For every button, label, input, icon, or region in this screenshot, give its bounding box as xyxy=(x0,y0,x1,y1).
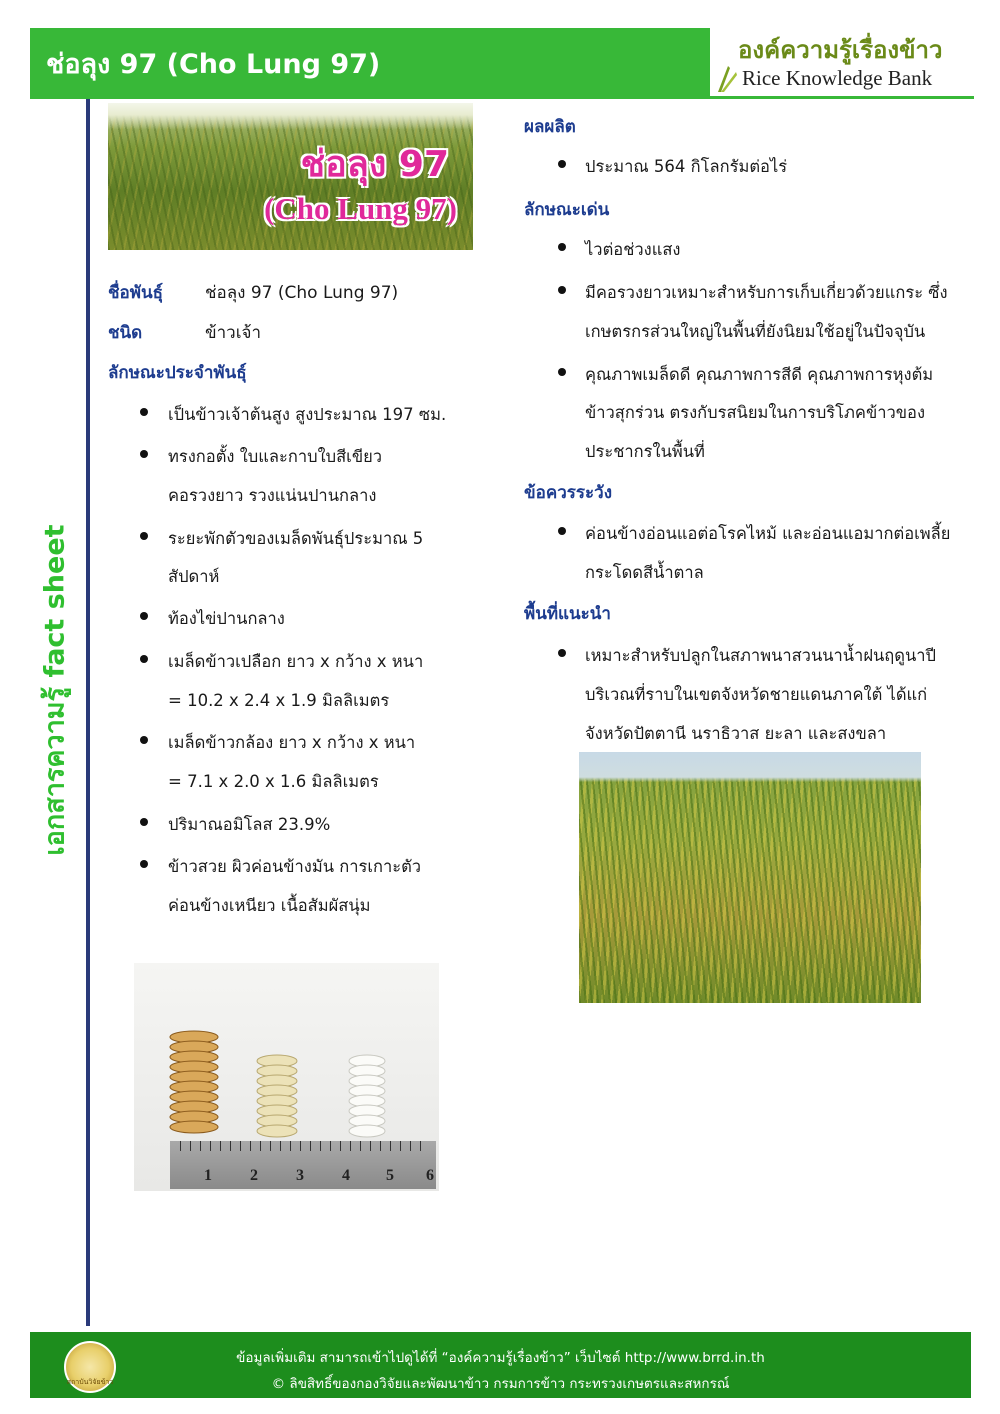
characteristics-heading: ลักษณะประจำพันธุ์ xyxy=(108,363,247,383)
header-divider xyxy=(30,96,974,99)
highlight-text: มีคอรวงยาวเหมาะสำหรับการเก็บเกี่ยวด้วยแกระ ซึ่ง xyxy=(585,283,948,302)
bullet-icon xyxy=(558,527,566,535)
yield-text: ประมาณ 564 กิโลกรัมต่อไร่ xyxy=(585,157,788,176)
logo-thai-text: องค์ความรู้เรื่องข้าว xyxy=(738,36,943,64)
photo-title-english: (Cho Lung 97) xyxy=(264,191,457,226)
page-title: ช่อลุง 97 (Cho Lung 97) xyxy=(46,49,381,80)
bullet-icon xyxy=(558,286,566,294)
brown-rice-stack xyxy=(252,1051,302,1143)
variety-name-value: ช่อลุง 97 (Cho Lung 97) xyxy=(205,283,399,303)
area-text: จังหวัดปัตตานี นราธิวาส ยะลา และสงขลา xyxy=(585,724,887,743)
characteristic-text: เมล็ดข้าวกล้อง ยาว x กว้าง x หนา xyxy=(168,733,416,752)
characteristic-text: ข้าวสวย ผิวค่อนข้างมัน การเกาะตัว xyxy=(168,857,422,876)
characteristic-text: = 10.2 x 2.4 x 1.9 มิลลิเมตร xyxy=(168,691,390,710)
bullet-icon xyxy=(558,243,566,251)
milled-rice-stack xyxy=(344,1051,390,1143)
rice-type-value: ข้าวเจ้า xyxy=(205,323,262,343)
footer-copyright: © ลิขสิทธิ์ของกองวิจัยและพัฒนาข้าว กรมการข้าว กระทรวงเกษตรและสหกรณ์ xyxy=(271,1376,730,1392)
bullet-icon xyxy=(140,612,148,620)
seal-text: สถาบันวิจัยข้าว xyxy=(66,1378,114,1386)
highlight-text: คุณภาพเมล็ดดี คุณภาพการสีดี คุณภาพการหุงต้ม xyxy=(585,365,934,384)
characteristic-text: สัปดาห์ xyxy=(168,567,220,586)
variety-name-label: ชื่อพันธุ์ xyxy=(108,283,163,303)
area-text: บริเวณที่ราบในเขตจังหวัดชายแดนภาคใต้ ได้แก่ xyxy=(585,685,928,704)
bullet-icon xyxy=(140,655,148,663)
rice-field-title-photo xyxy=(108,103,473,250)
bullet-icon xyxy=(140,450,148,458)
characteristic-text: ทรงกอตั้ง ใบและกาบใบสีเขียว xyxy=(168,447,383,466)
characteristic-text: ระยะพักตัวของเมล็ดพันธุ์ประมาณ 5 xyxy=(168,529,424,548)
bullet-icon xyxy=(140,736,148,744)
recommended-areas-heading: พื้นที่แนะนำ xyxy=(524,604,611,624)
rice-type-label: ชนิด xyxy=(108,323,143,343)
characteristic-text: ท้องไข่ปานกลาง xyxy=(168,609,285,628)
characteristic-text: เป็นข้าวเจ้าต้นสูง สูงประมาณ 197 ซม. xyxy=(168,405,447,424)
footer xyxy=(30,1332,971,1398)
footer-info-line[interactable]: ข้อมูลเพิ่มเติม สามารถเข้าไปดูได้ที่ “องค์ความรู้เรื่องข้าว” เว็บไซต์ http://www.brrd.in.th xyxy=(236,1350,765,1366)
ruler-number: 2 xyxy=(250,1167,258,1184)
rice-leaf-icon xyxy=(714,62,740,94)
bullet-icon xyxy=(558,649,566,657)
bullet-icon xyxy=(558,160,566,168)
highlight-text: เกษตรกรส่วนใหญ่ในพื้นที่ยังนิยมใช้อยู่ในปัจจุบัน xyxy=(585,322,926,341)
logo-english-text: Rice Knowledge Bank xyxy=(742,66,933,90)
characteristic-text: = 7.1 x 2.0 x 1.6 มิลลิเมตร xyxy=(168,772,379,791)
highlight-text: ไวต่อช่วงแสง xyxy=(585,240,681,259)
characteristic-text: ปริมาณอมิโลส 23.9% xyxy=(168,815,331,834)
ruler-number: 6 xyxy=(426,1167,434,1184)
caution-text: กระโดดสีน้ำตาล xyxy=(585,563,704,582)
rice-grain-photo xyxy=(134,963,439,1191)
measuring-ruler xyxy=(170,1141,436,1189)
area-text: เหมาะสำหรับปลูกในสภาพนาสวนนาน้ำฝนฤดูนาปี xyxy=(585,646,936,665)
ruler-number: 4 xyxy=(342,1167,350,1184)
paddy-grain-stack xyxy=(164,1023,224,1143)
characteristic-text: เมล็ดข้าวเปลือก ยาว x กว้าง x หนา xyxy=(168,652,424,671)
bullet-icon xyxy=(558,368,566,376)
bullet-icon xyxy=(140,532,148,540)
highlight-text: ข้าวสุกร่วน ตรงกับรสนิยมในการบริโภคข้าวของ xyxy=(585,403,925,422)
ruler-number: 1 xyxy=(204,1167,212,1184)
rice-field-photo xyxy=(579,752,921,1003)
characteristic-text: ค่อนข้างเหนียว เนื้อสัมผัสนุ่ม xyxy=(168,896,371,915)
yield-heading: ผลผลิต xyxy=(524,117,576,137)
highlights-heading: ลักษณะเด่น xyxy=(524,200,610,220)
sidebar-label-text: เอกสารความรู้ fact sheet xyxy=(39,524,71,856)
bullet-icon xyxy=(140,818,148,826)
rice-knowledge-bank-logo[interactable] xyxy=(712,24,974,98)
bullet-icon xyxy=(140,408,148,416)
bullet-icon xyxy=(140,860,148,868)
sidebar-divider xyxy=(86,99,90,1326)
highlight-text: ประชากรในพื้นที่ xyxy=(585,442,705,461)
caution-text: ค่อนข้างอ่อนแอต่อโรคไหม้ และอ่อนแอมากต่อเพลี้ย xyxy=(585,524,951,543)
ruler-number: 3 xyxy=(296,1167,304,1184)
characteristic-text: คอรวงยาว รวงแน่นปานกลาง xyxy=(168,486,377,505)
ruler-number: 5 xyxy=(386,1167,394,1184)
cautions-heading: ข้อควรระวัง xyxy=(524,483,612,503)
photo-title-thai: ช่อลุง 97 xyxy=(300,144,449,185)
